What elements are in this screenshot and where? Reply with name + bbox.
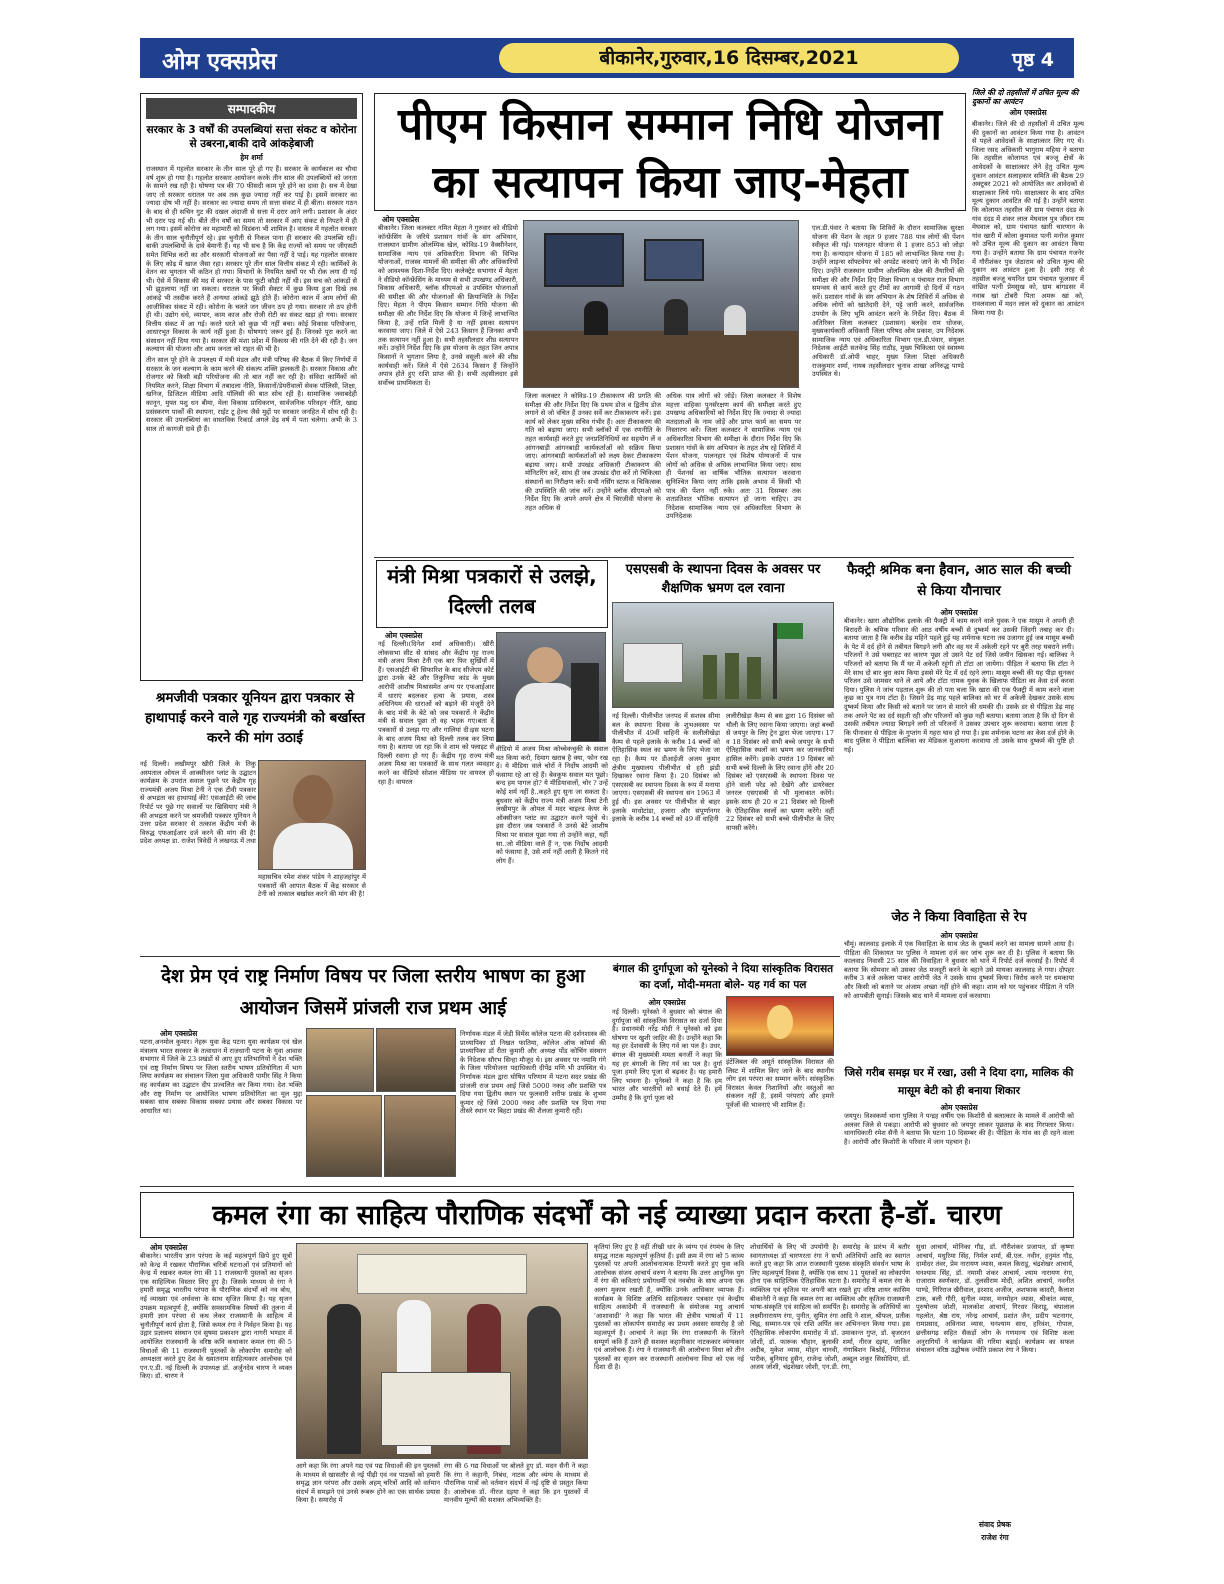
patna-photo-1 [306,1028,374,1092]
editorial-box [140,93,363,681]
patna-photo-4 [384,1095,456,1177]
ssb-photo [612,602,834,708]
factory-byline: ओम एक्सप्रेस [940,608,978,617]
page-label: पृष्ठ 4 [1012,49,1054,71]
rape-headline: जिसे गरीब समझ घर में रखा, उसी ने दिया दगा, मालिक की मासूम बेटी को ही बनाया शिकार [844,1067,1074,1097]
patna-headline: देश प्रेम एवं राष्ट्र निर्माण विषय पर जिला स्तरीय भाषण का हुआ आयोजन जिसमें प्रांजली राज प्रथम आई [161,966,585,1019]
kamal-col6: सुधा आचार्य, मोनिका गौड़, डॉ. गौरीशंकर प्रजापत, डॉ कृष्णा आचार्य, मधुरिमा सिंह, निर्मल शर्मा, बी.एल. नवीन, हनुमंत गौड़, दामोदर तंवर, प्रेम नारायण व्यास, कमल किराडू, चंद्रशेखर आचार्य, घनश्याम सिंह, डॉ. नमामी शंकर आचार्य, श्याम नारायण रंगा, राजाराम स्वर्णकार, डॉ. तुलसीराम मोदी, अशित आचार्य, नवनीत पाण्डे, गिरिराज खैरीवाल, इरशाद अजीज, अशफाक कादरी, कैलाश टाक, बली गौरी, सुनील व्यास, मनमोहन व्यास, श्रीकांत व्यास, पुरुषोत्तम जोशी, मालकोश आचार्य, गिरधर किराडू, चंपालाल गहलोत, श्रेष्ठ राय, नरेन्द्र आचार्य, प्रशांत जैन, प्रदीप भटनागर, रामप्रसाद, अविनाश व्यास, घनश्याम साध, हरिवंश, गोपाल, छत्तीसगढ़ सहित सैकड़ों लोग के गणमान्य एवं विशिष्ट कला अनुरागियों ने कार्यक्रम की गरिमा बढ़ाई। कार्यक्रम का सफल संचालन वरिष्ठ उद्घोषक ज्योति प्रकाश रंगा ने किया। [916,1243,1074,1355]
editorial-body [146,165,357,681]
signoff-name: राजेश रंगा [981,1533,1009,1542]
jeth-body: चौमूं। कालवाड़ इलाके में एक विवाहिता के साथ जेठ के दुष्कर्म करने का मामला सामने आया है। पीड़िता की शिकायत पर पुलिस ने मामला दर्ज कर जांच शुरू कर दी है। पुलिस ने बताया कि कालवाड़ निवासी 25 साल की विवाहिता ने बुधवार को थाने में रिपोर्ट दर्ज करवाई है। रिपोर्ट में बताया कि सोमवार को उसका जेठ मजदूरी करने के बहाने उसे मायका कालवाड़ ले गया। दोपहर करीब 3 बजे अकेला पाकर आरोपी जेठ ने उसके साथ दुष्कर्म किया। विरोध करने पर धमकाया और किसी को बताने पर अंजाम अच्छा नहीं होने की कहा। शाम को घर पहुंचकर पीड़िता ने पति को आपबीती सुनाई। जिसके बाद थाने में मामला दर्ज करवाया। [844,940,1074,1000]
ssb-col2: ललीरीखेड़ा कैम्प से बस द्वारा 16 दिसंबर को थौली के लिए रवाना किया जाएगा। जहां बच्चों से जयपुर के लिए ट्रेन द्वारा भेजा जाएगा। 17 व 18 दिसंबर को सभी बच्चे जयपुर के सभी ऐतिहासिक स्थलों का भ्रमण कर जानकारियां हासिल करेंगे। इसके उपरांत 19 दिसंबर को सभी बच्चे दिल्ली के लिए रवाना होंगे और 20 दिसंबर को एसएसबी के स्थापना दिवस पर होने वाली परेड को देखेंगे और डायरेक्टर जनरल एसएसबी से भी मुलाकात करेंगे। इसके साथ ही 20 व 21 दिसंबर को दिल्ली के ऐतिहासिक स्थलों का भ्रमण करेंगे। वहीं 22 दिसंबर को सभी बच्चे पीलीभीत के लिए वापसी करेंगे। [726,712,834,832]
ssb-col1: नई दिल्ली। पीलीभीत जनपद में सशस्त्र सीमा बल के स्थापना दिवस के शुभअवसर पर पीलीभीत में 49वीं वाहिनी के सलीलीखेड़ा कैम्प से पहले इलाके के करीब 14 बच्चों को ऐतिहासिक स्थल का भ्रमण के लिए भेजा जा रहा है। कैम्प पर डीआईजी अजय कुमार क्षेत्रीय मुख्यालय पीलीभीत से हरी झंडी दिखाकर रवाना किया है। 20 दिसंबर को एसएसबी का स्थापना दिवस के रूप में मनाया जाएगा। एसएसबी की स्थापना सन 1963 में हुई थी। इस अवसर पर पीलीभीत से बाहर इलाके माधोटांडा, हजारा और संपूर्णानगर इलाके के करीब 14 बच्चों को 49 वीं वाहिनी [612,712,720,824]
kamal-col3: रंगा की 6 गद्य विधाओं पर बोलते हुए डॉ. मदन सैनी ने कहा कि रंगा ने कहानी, निबंध, नाटक और व्यंग्य के माध्यम से पौराणिक पात्रों को वर्तमान संदर्भ में नई दृष्टि से प्रस्तुत किया है। आलोचक डॉ. नीरज दइया ने कहा कि इन पुस्तकों में मानवीय मूल्यों की सशक्त अभिव्यक्ति है। [444,1462,588,1505]
factory-headline: फैक्ट्री श्रमिक बना हैवान, आठ साल की बच्ची से किया यौनाचार [846,562,1072,599]
signoff-label: संवाद प्रेषक [978,1520,1012,1529]
kamal-col1: बीकानेर। भारतीय ज्ञान परंपरा के कई महत्वपूर्ण छिपे हुए सूत्रों को केन्द्र में रखकर पौराणिक चरित्रों घटनाओं एवं प्रतिमानों को केन्द्र में रखकर कमल रंगा की 11 राजस्थानी पुस्तकों का सृजन एक साहित्यिक विस्तार लिए हुए है। जिसके माध्यम से रंगा ने हमारी समृद्ध भारतीय परंपरा के पौराणिक संदर्भों को नव बोध, नई व्याख्या एवं अर्थवत्ता के साथ सृजित किया है। यह सृजन उपक्रम महत्वपूर्ण है, क्योंकि समसामयिक विषयों की तुलना में हमारी ज्ञान परंपरा से कथ लेकर राजस्थानी के साहित्य में चुनौतीपूर्ण कार्य होता है, जिसे कमल रंगा ने निर्वहन किया है। यह उद्गार प्रज्ञालय संस्थान एवं सुषमा प्रकाशन द्वारा नागरी भण्डार में आयोजित राजस्थानी के वरिष्ठ कवि कथाकार कमल रंगा की 5 विधाओं की 11 राजस्थानी पुस्तकों के लोकार्पण समारोह को अध्यक्षता करते हुए देश के ख्यातनाम साहित्यकार आलोचक एवं एन.ए.डी. नई दिल्ली के उपाध्यक्ष डॉ. अर्जुनदेव चारण ने व्यक्त किए। डॉ. चारण ने [140,1252,292,1381]
rape-body: जयपुर। विश्वकर्मा थाना पुलिस ने पन्द्रह वर्षीय एक किशोरी से बलात्कार के मामले में आरोपी को अलवर जिले से पकड़ा। आरोपी को बुधवार को जयपुर लाकर पूछताछ के बाद गिरफ्तार किया। थानाधिकारी रमेश सैनी ने बताया कि घटना 10 दिसम्बर की है। पीड़िता के गांव का ही रहने वाला है। आरोपी और किशोरी के परिवार में जान पहचान है। [844,1112,1074,1146]
durga-headline: बंगाल की दुर्गापूजा को यूनेस्को ने दिया सांस्कृतिक विरासत का दर्जा, मोदी-ममता बोले- यह गर्व का पल [612,963,834,991]
patna-photo-2 [376,1028,456,1092]
editorial-section-label: सम्पादकीय [146,98,357,119]
patna-photo-3 [306,1095,382,1177]
mishra-col2: वीडियो में अजय मिश्रा कोच्चेकचुकी के सवाल मत किया करो, दिमाग खराब है क्या, फोन रख दें। ये मीडिया वाले चोरों ने निर्दोष आदमी को फंसाया रहे आ रहे हैं। बेवकूफ सवाल मत पूछो। बन्द हम पागल हो? ये मीडियावालों, चोर ? उन्हें कोई शर्म नहीं है..कहते हुए सुना जा सकता है। बुधवार को केंद्रीय राज्य मंत्री अजय मिश्रा टेनी लखीमपुर के ओयल में मदर चाइल्ड केयर के ऑक्सीजन प्लांट का उद्घाटन करने पहुंचे थे। इस दौरान जब पत्रकारों ने उनसे बेटे आशीष मिश्रा पर सवाल पूछा गया तो उन्होंने कहा, यहीं सा..जो मीडिया वाले हैं न, एक निर्दोष आदमी को फंसाया है, उसे शर्म नहीं आती है कितने गंदे लोग हैं। [496,745,608,865]
durga-col1: नई दिल्ली। यूनेस्को ने बुधवार को बंगाल की दुर्गापूजा को सांस्कृतिक विरासत का दर्जा दिया है। प्रधानमंत्री नरेंद्र मोदी ने यूनेस्को को इस घोषणा पर खुशी जाहिर की है। उन्होंने कहा कि यह हर देशवासी के लिए गर्व का पल है। उधर, बंगाल की मुख्यमंत्री ममता बनर्जी ने कहा कि यह हर बंगाली के लिए गर्व का पल है। दुर्गा पूजा हमारे लिए पूजा से बढ़कर है। यह हमारी लिए भावना है। यूनेस्को ने कहा है कि हम भारत और भारतीयों को बधाई देते हैं। हमें उम्मीद है कि दुर्गा पूजा को [612,1008,722,1102]
fair-price-headline: जिले की दो तहसीलों में उचित मूल्य की दुकानों का आवंटन [972,88,1079,106]
union-body: नई दिल्ली। लखीमपुर खीरी जिले के तिकु अस्पताल ओयल में आक्सीजन प्लांट के उद्घाटन कार्यक्रम के उपरांत सवाल पूछने पर केंद्रीय गृह राज्यमंत्री अजय मिश्रा टेनी ने एक टीवी पत्रकार से अभद्रता का हाथापाई की! एसआईटी की जांच रिपोर्ट पर पूछे गए सवालों पर खिसियाए मंत्री ने की अभद्रता करने पर श्रमजीवी पत्रकार यूनियन ने उत्तर प्रदेश सरकार से तत्काल केंद्रीय मंत्री के विरुद्ध एफआईआर दर्ज करने की मांग की है! प्रदेश अध्यक्ष डा. राजेश त्रिवेदी ने लखनऊ में तथा [140,760,256,846]
durga-byline: ओम एक्सप्रेस [648,998,686,1007]
journalist-portrait [258,760,366,870]
durga-col2: इंटेंजिबल की अमूर्त सांस्कृतिक विरासत की लिस्ट में शामिल किए जाने के बाद स्थानीय लोग इस परंपरा का सम्मान करेंगे। सांस्कृतिक विरासत केवल निशानियों और वस्तुओं का संकलन नहीं है, इसमें परंपराएं और हमारे पूर्वजों की भावनाएं भी शामिल हैं। [726,1058,834,1109]
dateline: बीकानेर,गुरुवार,16 दिसम्बर,2021 [499,43,959,73]
mishra-col1: नई दिल्ली।(दिनेश शर्मा अधिकारी)। खीरी लोकसभा सीट से सांसद और केंद्रीय गृह राज्य मंत्री अजय मिश्रा टेनी एक बार फिर सुर्खियों में हैं। एसआईटी की सिफारिश के बाद सीजेएम कोर्ट द्वारा उनके बेटे और तिकुनिया कांड के मुख्य आरोपी आशीष मिश्रासमेत अन्य पर एफआईआर में धाराएं बदलकर हत्या के प्रयास, शस्त्र अधिनियम की धाराओं को बढ़ाने की मंजूरी देने के बाद मंत्री के बेटे को जब पत्रकारों ने केंद्रीय मंत्री से सवाल पूछा तो वह भड़क गए।बता दें पत्रकारों से उलझ गए और गालियां दी।इस घटना के बाद अजय मिश्रा को दिल्ली तलब कर लिया गया है। बताया जा रहा कि वे शाम को फ्लाइट से दिल्ली रवाना हो गए हैं। केंद्रीय गृह राज्य मंत्री अजय मिश्रा का पत्रकारों के साथ गलत व्यवहार करने का वीडियो सोशल मीडिया पर वायरल हो रहा है। वायरल [378,640,494,786]
factory-body: बीकानेर। खारा औद्योगिक इलाके की फैक्ट्री में काम करने वाले युवक ने एक मासूम ने अपनी ही बिरादरी के श्रमिक परिवार की आठ वर्षीय बच्ची से दुष्कर्म कर उसकी जिंदगी तबाह कर दी। बताया जाता है कि करीब डेढ़ महिने पहले हुई यह शर्मनाक घटना तब उजागर हुई जब मासूम बच्ची के पेट में दर्द होने से तबीयत बिगड़ने लगी और वह घर में अकेली रहने पर बुरी तरह घबराने लगी। परिजनों ने उसे घबराहट का कारण पूछा तो उसने पेट दर्द जिसे जमीन खिसका गई। बालिका ने परिजनों को बताया कि मैं घर में अकेली रहूंगी तो टॉटा आ जायेगा। पीड़िता ने बताया कि टॉटा ने मेरे साथ दो बार बुरा काम किया इससे मेरे पेट में दर्द रहने लगा। मासूम बच्ची की यह पीड़ा सुनकर परिजन उसे जामसर थाने ले आये और टॉटा नामक युवक के खिलाफ पीडिता का केस दर्ज करवा दिया। पुलिस ने जांच पड़ताल शुरू की तो पता चला कि खारा की एक फैक्ट्री में काम करने वाला कुछ का पुत्र नाम टॉटा है। जिसने डेढ़ माह पहले बालिका को घर में अकेली देखकर उसके साथ दुष्कर्म किया और किसी को बताने पर जान से मारने की धमकी दी। उसके डर से पीड़िता डेढ़ माह तक अपने पेट का दर्द सहती रही और परिजनों को कुछ नहीं बताया। बताया जाता है कि दो दिन से उसकी तबीयत ज्यादा बिगड़ने लगी तो परिजनों ने उसका उपचार शुरू करवाया। बताया जाता है कि पीनावार से पीड़िता के गुप्तांग में गहरा घाव हो गया है। इस शर्मनाक घटना का केस दर्ज होने के बाद पुलिस ने पीड़िता बालिका का मेडिकल मुआयना करवाया तो उसके साथ दुष्कर्म की पुष्टि हो गई। [844,617,1074,754]
masthead [140,38,1074,78]
kamal-col4: कृतियां लिए हुए है वहीं तीखी धार के व्यंग्य एवं रंगमंच के लिए समृद्ध नाटक महत्वपूर्ण कृतियां हैं। इसी क्रम में रंगा को 5 काव्य पुस्तकों पर अपनी आलोचनात्मक टिप्पणी करते हुए युवा कवि आलोचक संजय आचार्य वरुण ने बताया कि उत्तर आधुनिक युग में रंगा की कविताएं प्रयोगधर्मी एवं नवबोध के साथ अपना एक अलग मुकाम रखती हैं, क्योंकि उनके आधिकार व्यापक हैं। कार्यक्रम के विशिष्ट अतिथि साहित्यकार पत्रकार एवं केन्द्रीय साहित्य अकादेमी में राजस्थानी के संयोजक मधु आचार्य 'आशावादी' ने कहा कि भारत की क्षेत्रीय भाषाओं में 11 पुस्तकों का लोकार्पण समारोह का प्रथम अवसर समारोह है जो महत्वपूर्ण है। आचार्य ने कहा कि रंगा राजस्थानी के जितने सम्पूर्ण कवि हैं उतने ही सशक्त कहानीकार नाटककार व्यंग्यकार एवं आलोचक हैं। रंगा ने राजस्थानी की आलोचना विधा को तीन पुस्तकों का सृजन कर राजस्थानी आलोचना विधा को एक नई दिशा दी है। [594,1243,744,1372]
mishra-headline: मंत्री मिश्रा पत्रकारों से उलझे, दिल्ली तलब [376,560,608,628]
editorial-author: हेम शर्मा [240,153,263,162]
ssb-headline: एसएसबी के स्थापना दिवस के अवसर पर शैक्षणिक भ्रमण दल रवाना [625,562,821,596]
rape-byline: ओम एक्सप्रेस [940,1103,978,1112]
pm-kisan-col1: बीकानेर। जिला कलक्टर नमित मेहता ने गुरुवार को वीडियो कॉन्फ्रेंसिंग के जरिये प्रशासन गांवों के संग अभियान, राजस्थान ग्रामीण ओलम्पिक खेल, कोविड-19 वैक्सीनेशन, सामाजिक न्याय एवं अधिकारिता विभाग की विभिन्न योजनाओं, राजस्व मामलों की समीक्षा की और अधिकारियों को आवश्यक दिशा-निर्देश दिए। कलेक्ट्रेट सभागार में मेहता ने वीडियो कॉन्फ्रेंसिंग के माध्यम से सभी उपखण्ड अधिकारी, विकास अधिकारी, ब्लॉक सीएमओ व उपस्थित योजनाओं की समीक्षा की और योजनाओं की क्रियान्विति के निर्देश दिए। मेहता ने पीएम किसान सम्मान निधि योजना की समीक्षा की और निर्देश दिए कि योजना में जिन्हें लाभान्वित किया है, उन्हें राशि मिली है या नहीं इसका सत्यापन करवाया जाए। जिले में ऐसे 243 किसान हैं जिनका अभी तक सत्यापन नहीं हुआ है। सभी तहसीलदार शीघ्र सत्यापन करें। उन्होंने निर्देश दिए कि इस योजना के तहत जिन अपात्र किसानों ने भुगतान लिया है, उनसे वसूली करने की शीघ्र कार्यवाही करें। जिले में ऐसे 2634 किसान हैं जिन्होंने अपात्र होते हुए राशि प्राप्त की है। सभी तहसीलदार इसे सर्वोच्च प्राथमिकता दें। [378,224,518,387]
fair-price-byline: ओम एक्सप्रेस [1009,108,1047,117]
fair-price-body: बीकानेर। जिले की दो तहसीलों में उचित मूल्य की दुकानों का आवंटन किया गया है। आवंटन से पहले आवेदकों के साक्षात्कार लिए गए थे। जिला रसद अधिकारी भागुराम महिया ने बताया कि तहसील कोलायत एवं बज्जू क्षेत्रों के आवेदकों के साक्षात्कार लेने हेतु उचित मूल्य दुकान आवंटन सलाहकार समिति की बैठक 29 अक्टूबर 2021 को आयोजित कर आवेदकों से साक्षात्कार लिये गये। साक्षात्कार के बाद उचित मूल्य दुकान आवंटित की गई है। उन्होंने बताया कि कोलायत तहसील की ग्राम पंचायत दंदड के गांव दंदड में शंकर लाल मेघवाल पुत्र जीवन राम मेघवाल को, ग्राम पंचायत खारी चारणान के गांव खारी में कोला कुमावत पत्नी मनोज कुमार को उचित मूल्य की दुकान का आवंटन किया गया है। उन्होंने बताया कि ग्राम पंचायत गजनेर में गौरीशंकर पुत्र जेठाराम को उचित मूल्य की दुकान का आवंटन हुआ है। इसी तरह से तहसील बज्जू चयनित ग्राम पंचायत फूलासर में वांछित पत्नी प्रेमसुख को, ग्राम बांगडसर में नवाब खां टोबरी पिता अमरू खां को, रावलवाला में मदन लाल को दुकान का आवंटन किया गया है। [972,120,1084,318]
patna-body1: पटना,अनमोल कुमार। नेहरू युवा केंद्र पटना युवा कार्यक्रम एवं खेल मंत्रालय भारत सरकार के तत्वाधान में राजधानी पटना के युवा आवास सभागार में जिले के 23 प्रखंडों से आए हुए प्रतिभागियों ने देश भक्ति एवं राष्ट्र निर्माण विषय पर जिला स्तरीय भाषण प्रतियोगिता में भाग लिया कार्यक्रम का संचालन जिला युवा अधिकारी पामीर सिंह ने किया वह कार्यक्रम का उद्घाटन दीप प्रज्वलित कर किया गया। देश भक्ति और राष्ट्र निर्माण पर आयोजित भाषण प्रतियोगिता का मूल मुद्दा सबका साथ सबका विकास सबका प्रयास और सबका विकास पर आधारित था। [140,1038,302,1115]
kamal-col2: आगे कहा कि रंगा अपने गद्य एवं पद्य विधाओं की इन पुस्तकों के माध्यम से खासतौर से नई पीढ़ी एवं नव पाठकों को हमारी समृद्ध ज्ञान परंपरा और उसके अहम् चरित्रों आदि को वर्तमान संदर्भ में समझने एवं उनसे रूबरू होने का एक सार्थक प्रयास किया है। समारोह में [296,1462,440,1505]
meeting-photo [523,220,799,388]
kamal-col5: शोधार्थियों के लिए भी उपयोगी है। समारोह के प्रारंभ में बतौर स्वागताध्यक्ष डॉ चारणरता रंगा ने सभी अतिथियों आदि का स्वागत करते हुए कहा कि आज राजस्थानी पुस्तक संस्कृति संवर्धन भाषा के लिए महत्वपूर्ण दिवस है, क्योंकि एक साथ 11 पुस्तकों का लोकार्पण होना एक साहित्यिक ऐतिहासिक घटना है। समारोह में कमल रंगा के व्यक्तित्व एवं कृतित्व पर अपनी बात रखते हुए वरिष्ठ शायर कासिम बीकानेरी ने कहा कि कमल रंगा का व्यक्तित्व और कृतित्व राजस्थानी भाषा-संस्कृति एवं साहित्य को समर्पित है। समारोह के अतिथियों का लक्ष्मीनारायण रंगा, पुनीत, सुमित रंगा आदि ने शाल, श्रीफल, प्रतीक चिह्न, सम्मान-पत्र एवं राशि अर्पित कर अभिनन्दन किया गया। इस ऐतिहासिक लोकार्पण समारोह में डॉ. उमाकान्त गुप्त, डॉ. बृजरतन जोशी, डॉ. फारूक चौहान, बुलाकी शर्मा, नीरज दइया, जाकिर अदीब, मुकेश व्यास, मोहन थानवी, गंगाबिशन बिश्नोई, गिरिराज पारीक, बुनियाद हुसैन, राजेन्द्र जोशी, अब्दुल शकूर सिसोदिया, डॉ. अजय जोशी, चंद्रशेखर जोशी, एन.डी. रंगा, [750,1243,910,1372]
pm-kisan-col2: जिला कलक्टर ने कोविड-19 टीकाकरण की प्रगति की समीक्षा की और निर्देश दिए कि प्रथम डोज व द्वितीय डोज लगाने से जो वंचित हैं उनका सर्वे कर टीकाकरण करें। इस कार्य को लेकर मुख्य सचिव गंभीर हैं। अतः टीकाकरण की गति को बढ़ाया जाए। सभी ब्लॉकों में एक रणनीति के तहत कार्यवाही करते हुए जनप्रतिनिधियों का सहयोग लें व आंगनबाड़ी आंगनबाड़ी कार्यकर्ताओं को सक्रिय किया जाए। आंगनबाड़ी कार्यकर्ताओं को लक्ष्य देकर टीकाकरण बढ़ाया जाए। सभी उपखंड अधिकारी टीकाकरण की मॉनिटरिंग करें, साथ ही जब उपखंड दौरा करें तो चिकित्सा संस्थानों का निरीक्षण करें। सभी नर्सिंग स्टाफ व चिकित्सक की उपस्थिति की जांच करें। उन्होंने ब्लॉक सीएमओ को निर्देश दिए कि अपने अपने क्षेत्र में चिरंजीवी योजना के तहत अधिक से [525,392,661,512]
fair-price-box [972,88,1084,548]
book-launch-photo [296,1243,588,1459]
patna-byline: ओम एक्सप्रेस [160,1029,198,1038]
durga-photo [726,996,834,1056]
patna-body2: निर्णायक मंडल में जेडी विमेंस कॉलेज पटना की दर्शनशास्त्र की प्राध्यापिका डॉ निखत फातिमा, कॉलेज ऑफ कॉमर्स की प्राध्यापिका डॉ रीता कुमारी और अध्यक्ष पोंड कोचिंग संस्थान के निदेशक सौरभ सिन्हा मौजूद थे। इस अवसर पर नमामि गंगे के जिला परियोजना पदाधिकारी दीपेंद्र मणि भी उपस्थित थे। निर्णायक मंडल द्वारा घोषित परिणाम में पटना सदर प्रखंड की प्रांजली राज प्रथम आई जिसे 5000 नकद और प्रशस्ति पत्र दिया गया द्वितीय स्थान पर फुलवारी शरीफ प्रखंड के शुभम कुमार रहे जिसे 2000 नकद और प्रशस्ति पत्र दिया गया तीसरे स्थान पर बिहटा प्रखंड की शैलजा कुमारी रही। [460,1030,606,1116]
union-headline: श्रमजीवी पत्रकार यूनियन द्वारा पत्रकार से हाथापाई करने वाले गृह राज्यमंत्री को बर्खास्त करने की मांग उठाई [145,690,365,746]
mishra-byline: ओम एक्सप्रेस [385,631,423,640]
pm-kisan-byline: ओम एक्सप्रेस [382,215,420,224]
editorial-paragraph: तीन साल पूरे होने के उपलक्ष्य में मंत्री मंडल और मंत्री परिषद की बैठक में किए निर्णयों में सरकार के जन कल्याण के काम करने की संकल्प शक्ति झलकती है। सरकार विकास और रोजगार को किसी बड़ी परियोजना की तो बात नहीं कर रही है। संविदा कार्मिकों को नियमित करने, शिक्षा विभाग में तबादला नीति, किसानों/डेयरीवालों सेवक पॉलिसी, शिक्षा, खनिज, डिजिटल मीडिया आदि पॉलिसी की बात सोच रही है। सामाजिक जवाबदेही कानून, मुफ्त पशु धन बीमा, मेला विकास प्राधिकरण, सार्वजनिक परिवहन नीति, खाद्य प्रसंस्करण पार्कों की स्थापना, राईट टू हेल्थ जैसे मुद्दों पर सरकार जनहित में सोच रही है। सरकार की उपलब्धियां का वास्तविक रिकार्ड अगले डेढ़ वर्ष में पता चलेगा। अभी के 3 साल तो कागजी दावे ही हैं। [146,356,357,433]
jeth-byline: ओम एक्सप्रेस [940,931,978,940]
union-caption: महासचिव रमेश शंकर पांडेय ने शाहजहांपुर में पत्रकारों की आपात बैठक में केंद्र सरकार से टेनी को तत्काल बर्खास्त करने की मांग की है! [258,873,366,899]
kamal-headline: कमल रंगा का साहित्य पौराणिक संदर्भों को नई व्याख्या प्रदान करता है-डॉ. चारण [140,1192,1074,1238]
pm-kisan-col4: एल.डी.पंवार ने बताया कि शिविरों के दौरान सामाजिक सुरक्षा योजना की पेंशन के तहत 9 हजार 788 पात्र लोगों की पेंशन स्वीकृत की गई। पालनहार योजना से 1 हजार 853 को जोड़ा गया है। कन्यादान योजना में 185 को लाभान्वित किया गया है। उन्होंने लाइन्स सॉफ्टवेयर को अपडेट करवाएं जाने के भी निर्देश दिए। उन्होंने राजस्थान ग्रामीण ओलम्पिक खेल की तैयारियों की समीक्षा की और निर्देश दिए शिक्षा विभाग व पंचायत राज विभाग समन्वय से कार्य करते हुए टीमों का आगामी दो दिनों में गठन करें। प्रशासन गांवों के संग अभियान के शेष शिविरों में अधिक से अधिक लोगों को खातेदारी देने, पट्टे जारी करने, सार्वजनिक उपयोग के लिए भूमि आवंटन करने के निर्देश दिए। बैठक में अतिरिक्त जिला कलक्टर (प्रशासन) बलदेव राम धोजक, मुख्यकार्यकारी अधिकारी जिला परिषद ओम प्रकाश, उप निदेशक सामाजिक न्याय एवं अधिकारिता विभाग एल.डी.पंवार, संयुक्त निदेशक आईटी सतवेन्द्र सिंह राठौड़, मुख्य चिकित्सा एवं स्वास्थ्य अधिकारी डॉ.ओपी चाहर, मुख्य जिला शिक्षा अधिकारी राजकुमार शर्मा, नायब तहसीलदार चुनाव शाखा अनिरुद्ध पाण्डे उपस्थित थे। [812,224,964,379]
pm-kisan-col3: अधिक पात्र लोगों को जोड़ें। जिला कलक्टर ने विशेष महत्ता वाहिका पुनर्संरक्षण कार्य की समीक्षा करते हुए उपखण्ड अधिकारियों को निर्देश दिए कि ज्यादा से ज्यादा मतदाताओं के नाम जोड़ें और प्राप्त फार्म का समय पर निस्तारण करें। जिला कलक्टर ने सामाजिक न्याय एवं अधिकारिता विभाग की समीक्षा के दौरान निर्देश दिए कि प्रशासन गांवों के संग अभियान के तहत शेष रहे शिविरों में पेंशन योजना, पालनहार एवं विशेष योग्यजनों में पात्र लोगों को अधिक से अधिक लाभान्वित किया जाए। साथ ही पेंशनर्स का वार्षिक भौतिक सत्यापन करवाना सुनिश्चित किया जाए ताकि इसके अभाव में किसी भी पात्र की पेंशन नहीं रुके। अतः 31 दिसम्बर तक शतप्रतिशत भौतिक सत्यापन हो जाना चाहिए। उप निदेशक सामाजिक न्याय एवं अधिकारिता विभाग के उपनिदेशक [666,392,801,521]
editorial-headline: सरकार के 3 वर्षों की उपलब्धियां सत्ता संकट व कोरोना से उबरना,बाकी दावे आंकड़ेबाजी [146,124,357,150]
mishra-photo [496,632,606,742]
pm-kisan-headline: पीएम किसान सम्मान निधि योजना का सत्यापन किया जाए-मेहता [374,93,966,211]
kamal-byline: ओम एक्सप्रेस [150,1243,188,1252]
editorial-paragraph: राजस्थान में गहलोत सरकार के तीन साल पूरे हो गए हैं। सरकार के कार्यकाल का चौथा वर्ष शुरू हो गया है। गहलोत सरकार आयोजन करके तीन साल की उपलब्धियों को जनता के सामने रख रही है। घोषणा पत्र की 70 फीसदी काम पूरे होने का दावा है। सच में देखा जाए तो सरकार धरातल पर अब तक कुछ ज्यादा नहीं कर पाई है। इसमें सरकार का ज्यादा दोष भी नहीं है। सरकार का ज्यादा समय तो सत्ता संकट में ही बीता। सरकार गठन के बाद से ही सचिन गुट की दखल अंदाजी से सत्ता में दरार आने लगी। प्रशासन के अंदर भी दरार पड़ गई थी। बीते तीन वर्षों का समय तो सरकार में आए संकट से निपटने में ही लग गया। इसमें कोरोना का महामारी को विडंबना भी शामिल है। वास्तव में गहलोत सरकार के तीन साल चुनौतीपूर्ण रहे। इस चुनौती से निकल पाना ही सरकार की उपलब्धि रही। बाकी उपलब्धियों के दावे बेमानी हैं। यह भी सच है कि केंद्र राज्यों को समय पर जीएसटी समेत विभिन्न करों का और सरकारी योजनाओं का पैसा नहीं दे पाई। यह गहलोत सरकार के लिए कोढ़ में खाज जैसा रहा। सरकार पूरे तीन साल वित्तीय संकट में रही। कार्मिकों के वेतन का भुगतान भी कठिन हो गया। विभागों के नियमित खर्चों पर भी रोक लगा दी गई थी। ऐसे में विकास की मद में सरकार के पास फूटी कौड़ी नहीं थी। इस सच को आंकड़ों से भी झुठलाया नहीं जा सकता। धरातल पर किसी सेक्टर में कुछ किया हुआ दिखे तब आंकड़े भी तस्दीक करते हैं अन्यथा आंकड़े झूठे होते हैं। कोरोना काल में आम लोगों की आजीविका संकट में रही। कोरोना के चलते जन जीवन ठप हो गया। सरकार तो ठप होनी ही थी। उद्योग धंधे, व्यापार, काम काज और रोजी रोटी का संकट खड़ा हो गया। सरकार वित्तीय संकट में आ गई। करते धरते को कुछ भी नहीं बचा। कोई विकास परियोजना, आधारभूत विकास के कार्य नहीं हुआ है। घोषणाएं जरूर हुई हैं। जिनको पूरा करने का संसाधन नहीं दिया गया है। सरकार की मंशा प्रदेश में विकास की गति देने की रही है। जन कल्याण की योजना और आम जनता को राहत की भी है। [146,165,357,354]
paper-name: ओम एक्सप्रेस [162,49,277,75]
jeth-headline: जेठ ने किया विवाहिता से रेप [891,910,1027,925]
